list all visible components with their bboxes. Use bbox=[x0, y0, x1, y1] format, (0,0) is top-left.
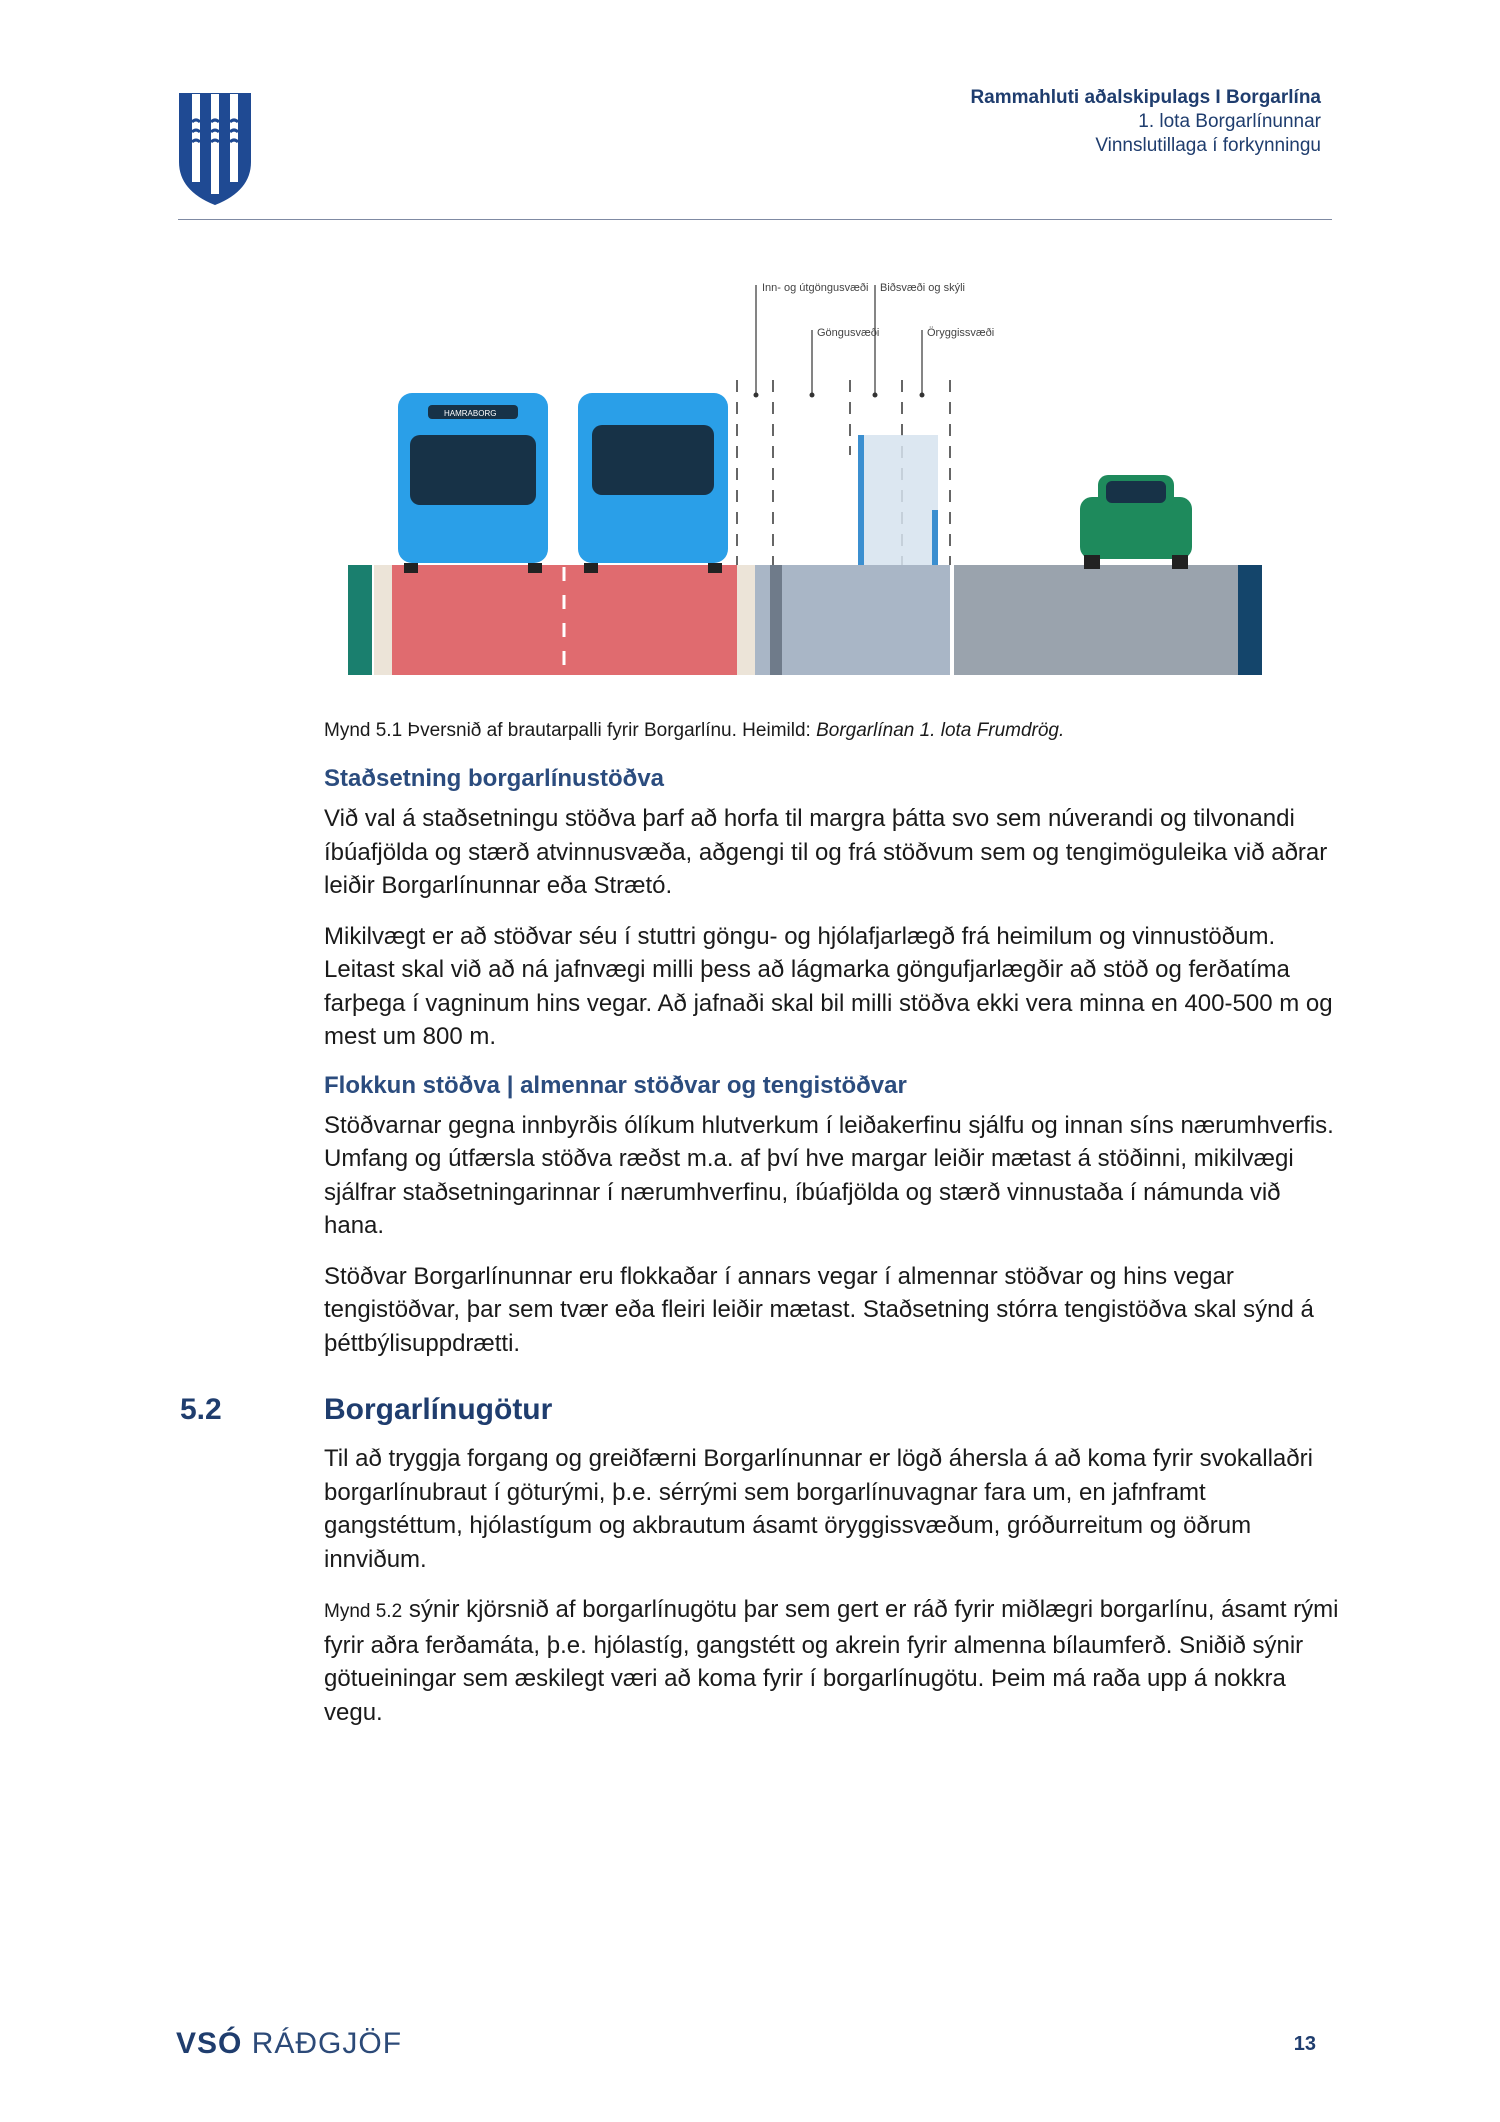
label-entry-zone: Inn- og útgöngusvæði bbox=[762, 282, 869, 294]
platform-cross-section-figure bbox=[340, 275, 1270, 685]
figure-reference-link[interactable]: Mynd 5.2 bbox=[324, 1601, 403, 1622]
municipal-crest-logo bbox=[178, 92, 252, 206]
curb-left bbox=[374, 565, 392, 675]
paragraph: Stöðvar Borgarlínunnar eru flokkaðar í annars vegar í almennar stöðvar og hins vegar tengistöðvar, þar sem tvær eða fleiri leiðir mætast. Staðsetning stórra tengistöðva skal sýnd á þéttbýlisuppdrætti. bbox=[324, 1262, 1314, 1357]
caption-source: Borgarlínan 1. lota Frumdrög. bbox=[816, 720, 1065, 741]
tactile-strip bbox=[770, 565, 782, 675]
heading-station-classification: Flokkun stöðva | almennar stöðvar og tengistöðvar bbox=[324, 1071, 907, 1099]
document-header bbox=[970, 86, 1321, 158]
header-title: Rammahluti aðalskipulags I Borgarlína bbox=[970, 87, 1321, 108]
label-waiting-zone: Biðsvæði og skýli bbox=[880, 282, 965, 294]
section-title: Borgarlínugötur bbox=[324, 1393, 553, 1426]
edge-navy-strip bbox=[1238, 565, 1262, 675]
bus-front bbox=[398, 393, 548, 573]
section-5-2-content bbox=[324, 1442, 1344, 1746]
edge-green-strip bbox=[348, 565, 372, 675]
bus-shelter bbox=[858, 435, 938, 565]
road bbox=[954, 565, 1254, 675]
logo-vso: VSÓ bbox=[176, 2027, 243, 2060]
platform bbox=[755, 565, 950, 675]
paragraph: Stöðvarnar gegna innbyrðis ólíkum hlutverkum í leiðakerfinu sjálfu og innan síns nærumhverfis. Umfang og útfærsla stöðva ræðst m.a. af því hve margar leiðir mætast á stöðinni, mikilvægi sjálfrar staðsetningarinnar í nærumhverfinu, íbúafjölda og stærð vinnustaða í námunda við hana. bbox=[324, 1111, 1334, 1239]
paragraph: Við val á staðsetningu stöðva þarf að horfa til margra þátta svo sem núverandi og tilvonandi íbúafjölda og stærð atvinnusvæða, aðgengi til og frá stöðvum sem og tengimöguleika við aðrar leiðir Borgarlínunnar eða Strætó. bbox=[324, 805, 1328, 899]
vso-radgjof-logo bbox=[176, 2027, 402, 2061]
paragraph: Til að tryggja forgang og greiðfærni Borgarlínunnar er lögð áhersla á að koma fyrir svokallaðri borgarlínubraut í göturými, þ.e. sérrými sem borgarlínuvagnar fara um, en jafnframt gangstéttum, hjólastígum og akbrautum ásamt öryggissvæðum, gróðurreitum og öðrum innviðum. bbox=[324, 1445, 1313, 1573]
label-safety-zone: Öryggissvæði bbox=[927, 327, 995, 339]
header-subtitle: 1. lota Borgarlínunnar bbox=[1138, 111, 1321, 132]
caption-text: Mynd 5.1 Þversnið af brautarpalli fyrir Borgarlínu. Heimild: bbox=[324, 720, 817, 741]
paragraph: Mikilvægt er að stöðvar séu í stuttri göngu- og hjólafjarlægð frá heimilum og vinnustöðum. Leitast skal við að ná jafnvægi milli þess að lágmarka göngufjarlægðir að stöð og ferðatíma farþega í vagninum hins vegar. Að jafnaði skal bil milli stöðva ekki vera minna en 400-500 m og mest um 800 m. bbox=[324, 922, 1333, 1050]
paragraph-text: sýnir kjörsnið af borgarlínugötu þar sem gert er ráð fyrir miðlægri borgarlínu, ásamt rými fyrir aðra ferðamáta, þ.e. hjólastíg, gangstétt og akrein fyrir almenna bílaumferð. Sniðið sýnir götueiningar sem æskilegt væri að koma fyrir í borgarlínugötu. Þeim má raða upp á nokkra vegu. bbox=[324, 1596, 1339, 1726]
header-status: Vinnslutillaga í forkynningu bbox=[1095, 135, 1321, 156]
section-number: 5.2 bbox=[180, 1393, 222, 1426]
header-divider bbox=[178, 219, 1332, 220]
zone-annotations bbox=[756, 285, 922, 395]
logo-radgjof: RÁÐGJÖF bbox=[251, 2027, 403, 2060]
heading-station-location: Staðsetning borgarlínustöðva bbox=[324, 765, 665, 792]
paragraph bbox=[324, 1593, 1344, 1729]
car bbox=[1080, 475, 1192, 569]
curb-platform bbox=[737, 565, 755, 675]
page-number: 13 bbox=[1293, 2033, 1316, 2055]
bus-rear bbox=[578, 393, 728, 573]
bus-destination-sign: HAMRABORG bbox=[444, 409, 497, 418]
section-content bbox=[324, 764, 1344, 1377]
label-walking-zone: Göngusvæði bbox=[817, 327, 880, 339]
figure-caption bbox=[324, 720, 1064, 742]
